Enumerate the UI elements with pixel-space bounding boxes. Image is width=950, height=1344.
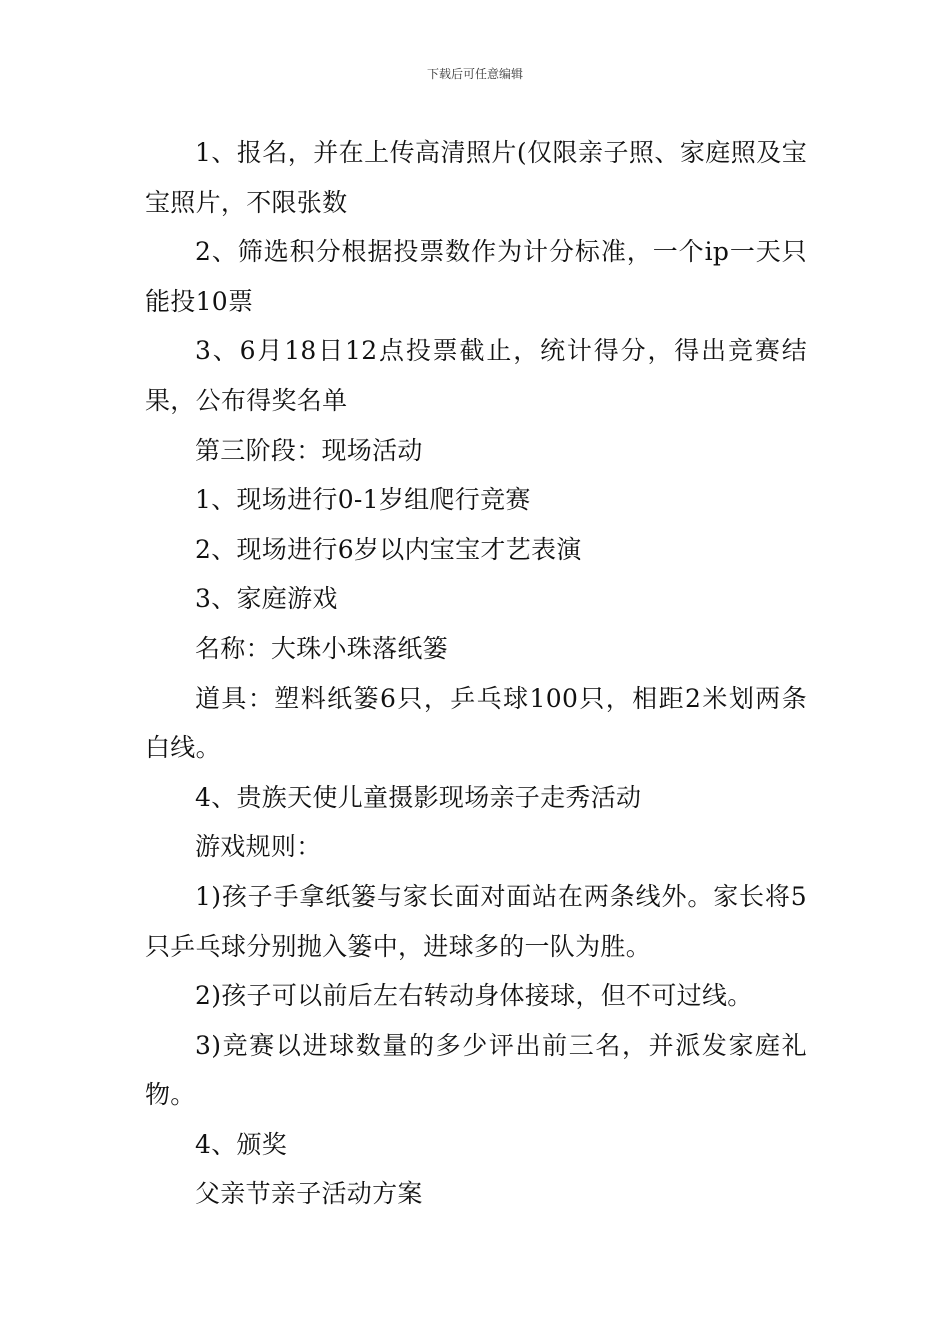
paragraph-voting-deadline: 3、6月18日12点投票截止，统计得分，得出竞赛结果，公布得奖名单 xyxy=(145,336,807,415)
paragraph-game-name: 名称：大珠小珠落纸篓 xyxy=(195,633,449,663)
paragraph-crawling-contest: 1、现场进行0-1岁组爬行竞赛 xyxy=(195,485,531,515)
paragraph-rule-two: 2)孩子可以前后左右转动身体接球，但不可过线。 xyxy=(195,981,753,1011)
paragraph-talent-show: 2、现场进行6岁以内宝宝才艺表演 xyxy=(195,534,582,564)
paragraph-signup: 1、报名，并在上传高清照片(仅限亲子照、家庭照及宝宝照片，不限张数 xyxy=(145,138,807,217)
paragraph-fashion-show: 4、贵族天使儿童摄影现场亲子走秀活动 xyxy=(195,782,642,812)
page-header: 下载后可任意编辑 xyxy=(426,67,523,81)
paragraph-game-props: 道具：塑料纸篓6只，乒乓球100只，相距2米划两条白线。 xyxy=(145,683,807,763)
section-heading-stage-three: 第三阶段：现场活动 xyxy=(195,435,423,465)
paragraph-family-game: 3、家庭游戏 xyxy=(195,584,338,614)
paragraph-awards: 4、颁奖 xyxy=(195,1129,288,1159)
paragraph-rules-heading: 游戏规则： xyxy=(195,832,322,862)
document-body xyxy=(145,128,807,1219)
paragraph-rule-three: 3)竞赛以进球数量的多少评出前三名，并派发家庭礼物。 xyxy=(145,1030,807,1110)
paragraph-rule-one: 1)孩子手拿纸篓与家长面对面站在两条线外。家长将5只乒乓球分别抛入篓中，进球多的一队为胜。 xyxy=(145,881,807,961)
paragraph-plan-title: 父亲节亲子活动方案 xyxy=(195,1179,423,1209)
paragraph-voting-rule: 2、筛选积分根据投票数作为计分标准，一个ip一天只能投10票 xyxy=(145,237,807,316)
